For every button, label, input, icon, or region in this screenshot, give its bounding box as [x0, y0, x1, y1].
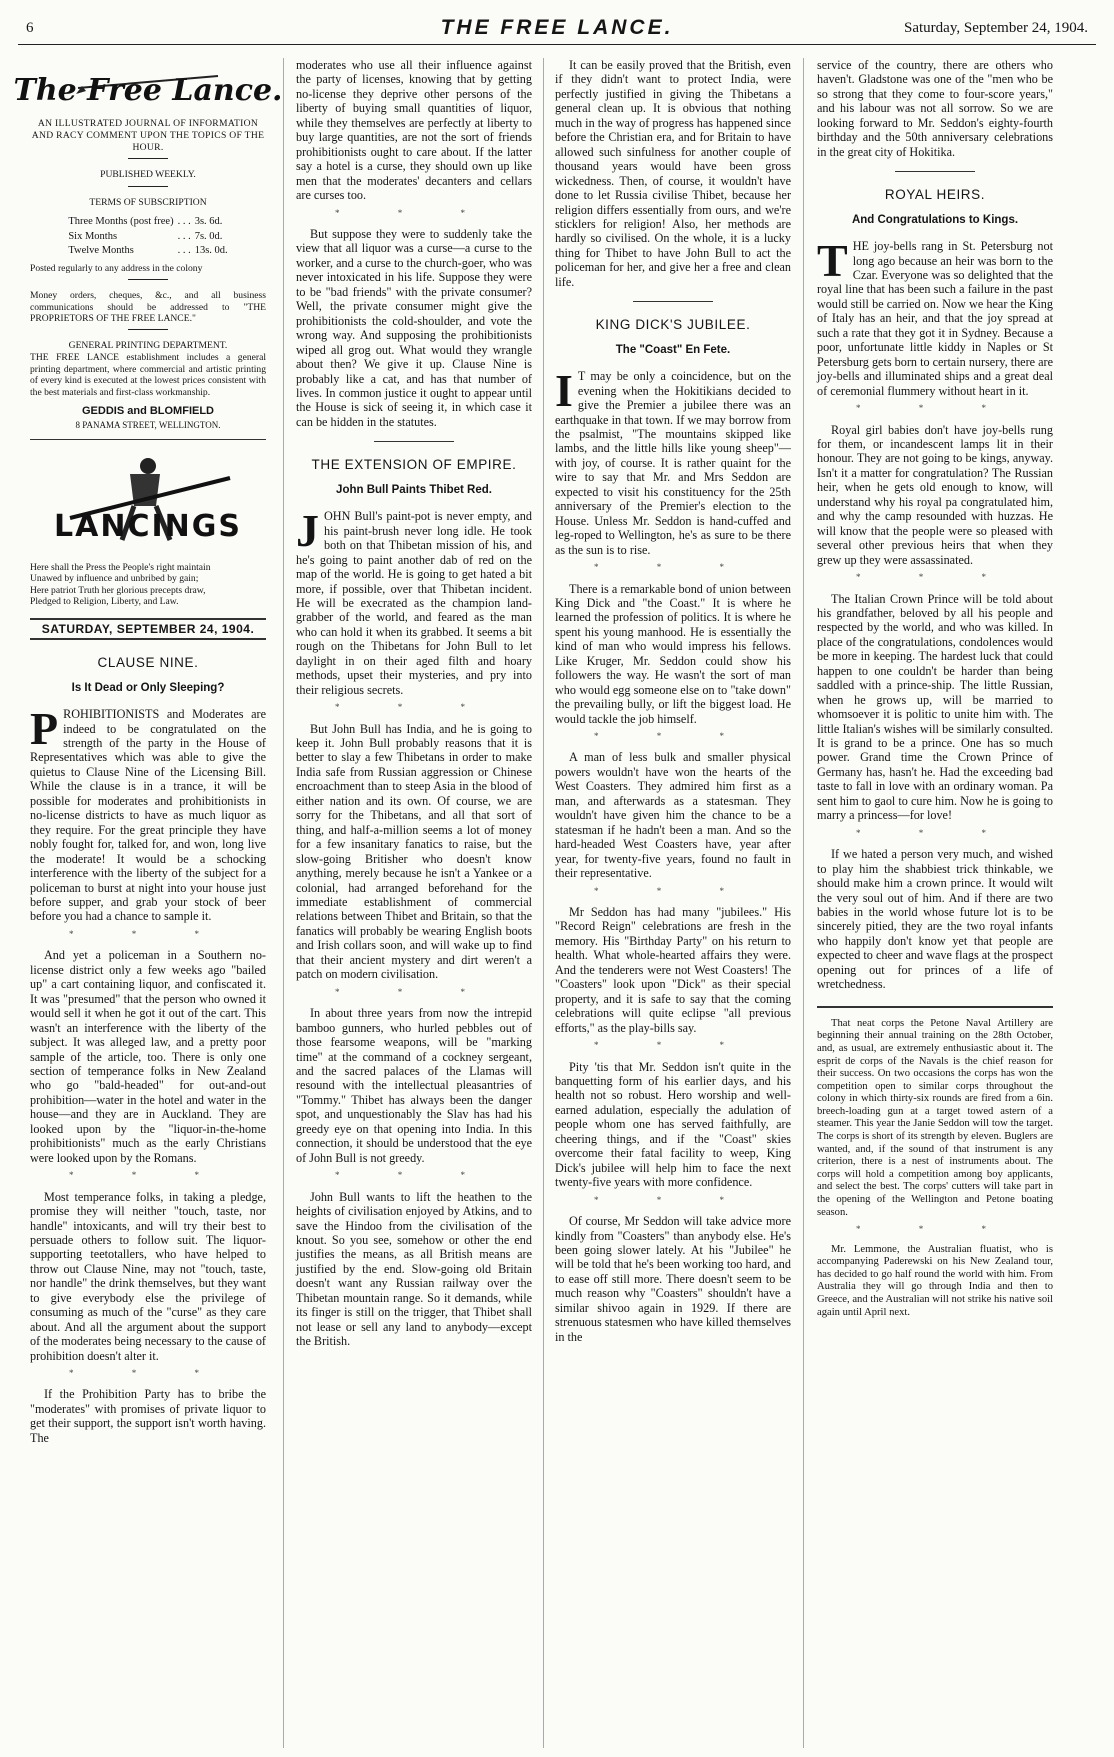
column-rule [803, 58, 804, 1748]
paragraph: PROHIBITIONISTS and Moderates are indeed to be congratulated on the strength of the party in the House of Representatives which was able to give the quietus to Clause Nine of the Licensing Bill. While the clause is in a trance, it will be possible for moderates and prohibitionists in no-license districts to have as much liquor as they require. For the great principle they have nobly fought for, talked for, and won, long live the moderate! It would be a schocking interference with the liberty of the subject for a policeman to burst at night into your house just before supper, and grab your stock of beer before you had a chance to sample it. [30, 703, 266, 924]
printing-text: THE FREE LANCE establishment includes a general printing department, where commercial and artistic printing of every kind is executed at the lowest prices consistent with the best materials and first-class workmanship. [30, 352, 266, 398]
column-1: The Free Lance. AN ILLUSTRATED JOURNAL OF INFORMATION AND RACY COMMENT UPON THE TOPICS OF THE HOUR. PUBLISHED WEEKLY. TERMS OF SUBSCRIPTION Three Months (post free) . . . 3s. 6d. Six Months . . . 7s. 0d. Twelve Months . . . 13s. 0d. Posted regularly to any address in the colony Money orders, cheques, &c., and all business communications should be addressed to "THE PROPRIETORS OF THE FREE LANCE." GENERAL PRINTING DEPARTMENT. THE FREE LANCE establishment includes a general printing department, where commercial and artistic printing of every kind is executed at the lowest prices consistent with the best materials and first-class workmanship. GEDDIS and BLOMFIELD 8 PANAMA STREET, WELLINGTON. LANCINGS Here shall the Press the People's right maintain Unawed by influence and unbribed by gain; Here patriot Truth her glorious precepts draw, Pledged to Religion, Liberty, and Law. SATURDAY, SEPTEMBER 24, 1904. CLAUSE NINE. Is It Dead or Only Sleeping? PROHIBITIONISTS and Moderates are indeed to be congratulated on the strength of the party in the House of Representatives which was able to give the quietus to Clause Nine of the Licensing Bill. While the clause is in a trance, it will be possible for moderates and prohibitionists in no-license districts to have as much liquor as they require. For the great principle they have nobly fought for, talked for, and won, long live the moderate! It would be a schocking interference with the liberty of the subject for a policeman to burst at night into your house just before supper, and grab your stock of beer before you had a chance to sample it. * * * And yet a policeman in a Southern no-license district only a few weeks ago "bailed up" a cart containing liquor, and confiscated it. It was "presumed" that the person who owned it would sell it when he got it out of the cart. This wasn't an interference with the liberty of the subject. It was alleged law, and a pretty poor sample of the article, too. There is only one section of temperance folks in New Zealand who go "bald-headed" for out-and-out prohibition—water in the hotel and water in the house—and they are in Auckland. They are looked upon by the "liquor-in-the-home prohibitionists" much as the early Christians were looked upon by the Romans. * * * Most temperance folks, in taking a pledge, promise they will neither "touch, taste, nor handle" intoxicants, and will try their best to persuade others to follow suit. The liquor-supporting teetotallers, who have helped to throw out Clause Nine, may not "touch, taste, nor handle" the drink themselves, but they want to give everybody else the privilege of consuming as much of the "curse" as they care about. And all the argument about the support of the moderates being necessary to the cause of prohibition doesn't alter it. * * * If the Prohibition Party has to bribe the "moderates" with promises of private liquor to get their support, the support isn't worth having. The [30, 58, 266, 1448]
issue-date: Saturday, September 24, 1904. [904, 20, 1088, 36]
paragraph: Pity 'tis that Mr. Seddon isn't quite in the banquetting form of his earlier days, and his health not so robust. Hero worship and well-earned adulation, especially the adulation of people whom one has served faithfully, are cheering things, and if the "Coast" skies overcome their fatal facility to weep, King Dick's jubilee will help him to face the next twenty-five years with more confidence. [555, 1059, 791, 1190]
paragraph: The Italian Crown Prince will be told about his grandfather, beloved by all his people and respected by the world, and who was killed. In place of the congratulations, condolences would be more in keeping. The hardest luck that could happen to one couldn't be harder than being saddled with a prince-ship. The little Russian, when he grows up, will be married to whomsoever it is politic to unite him with. The little Italian's wishes will be similarly consulted. It is grand to be a prince. One has so much power. Grand time the Crown Prince of Germany has, hasn't he. Had the exceeding bad taste to fall in love with an ordinary woman. Pa sent him to gaol to cure him. Now he is going to marry a princess—for love! [817, 591, 1053, 823]
newspaper-title: THE FREE LANCE. [440, 16, 674, 39]
paragraph: If the Prohibition Party has to bribe the "moderates" with promises of private liquor to get their support, the support isn't worth having. The [30, 1387, 266, 1445]
paragraph: Mr Seddon has had many "jubilees." His "Record Reign" celebrations are fresh in the memory. His "Birthday Party" on his return to health. What whole-hearted affairs they were. And the tenderers were not West Coasters! The "Coasters" look upon "Dick" as their special property, and it is safe to say that the coming celebrations will quite eclipse "all previous efforts," as the play-bills say. [555, 905, 791, 1035]
masthead [13, 58, 283, 640]
drop-cap: I [555, 365, 573, 417]
posted-note: Posted regularly to any address in the colony [30, 262, 203, 274]
address: 8 PANAMA STREET, WELLINGTON. [75, 419, 221, 430]
paragraph: service of the country, there are others who haven't. Gladstone was one of the "men who be so strong that they come to four-score years," and his labour was not all sorrow. So we are looking forward to Mr. Seddon's eighty-fourth birthday and the 50th anniversary celebrations in the great city of Hokitika. [817, 58, 1053, 159]
article-subtitle-jubilee: The "Coast" En Fete. [615, 343, 731, 356]
column-rule [283, 58, 284, 1748]
article-title-empire: THE EXTENSION OF EMPIRE. [311, 457, 517, 473]
column-rule [543, 58, 544, 1748]
page-header [18, 14, 1096, 45]
motto-verse: Here shall the Press the People's right maintain Unawed by influence and unbribed by gain; Here patriot Truth her glorious precepts draw, Pledged to Religion, Liberty, and Law. [30, 561, 211, 608]
free-lance-logo [13, 58, 283, 114]
paragraph: Most temperance folks, in taking a pledge, promise they will neither "touch, taste, nor handle" intoxicants, and will try their best to persuade others to follow suit. The liquor-supporting teetotallers, who have helped to throw out Clause Nine, may not "touch, taste, nor handle" the drink themselves, but they want to give everybody else the privilege of consuming as much of the "curse" as they care about. And all the argument about the support of the moderates being necessary to the cause of prohibition doesn't alter it. [30, 1189, 266, 1363]
subscription-table [66, 215, 229, 258]
lancings-title: LANCINGS [54, 509, 242, 545]
article-title-clause-nine: CLAUSE NINE. [97, 655, 199, 671]
article-title-jubilee: KING DICK'S JUBILEE. [595, 317, 751, 333]
published-weekly: PUBLISHED WEEKLY. [100, 169, 196, 180]
table-row: Twelve Months . . . 13s. 0d. [68, 245, 228, 257]
column-3: It can be easily proved that the British, even if they didn't want to protect India, were perfectly justified in giving the Thibetans a general clean up. It is obvious that nothing much in the way of progress has happened since before the Christian era, and for Britain to have allowed such sinfulness for another couple of thousand years would have been gross wickedness. Then, of course, it wouldn't have done to let Russia civilise Thibet, because her religion differs essentially from ours, and we're sticklers for religion! Also, her methods are hardly so civilised. On the whole, it is a lucky thing for Thibet to have John Bull to act the policeman for her, and give her a free and clean life. KING DICK'S JUBILEE. The "Coast" En Fete. I T may be only a coincidence, but on the evening when the Hokitikians decided to give the Premier a jubilee there was an earthquake in that town. If we may borrow from the psalmist, "The mountains skipped like lambs, and the little hills like young sheep"—with joy, of course. It is rather quaint for the wire to say that Mr. and Mrs Seddon are expected to visit his constituency for the 25th anniversary of the Premier's election to the House. Unless Mr. Seddon is hand-cuffed and leg-roped to Wellington, he's as sure to be there as the sun is to rise. * * * There is a remarkable bond of union between King Dick and "the Coast." It is where he learned the profession of politics. It is where he spent his young manhood. He is essentially the kind of man who would impress his fellows. Like Kruger, Mr. Seddon could show his followers the way. He wasn't the sort of man who would egg someone else on to "take down" the prevailing bully, or lift the biggest load. He would tackle the job himself. * * * A man of less bulk and smaller physical powers wouldn't have won the hearts of the West Coasters. They admired him first as a man, and afterwards as a statesman. They wouldn't have given him the chance to be a statesman if he hadn't been a man. And so the hard-headed West Coasters have, year after year, for twenty-five years, found no fault in their representative. * * * Mr Seddon has had many "jubilees." His "Record Reign" celebrations are fresh in the memory. His "Birthday Party" on his return to health. What whole-hearted affairs they were. And the tenderers were not West Coasters! The "Coasters" look upon "Dick" as their special property, and it is safe to say that the coming celebrations will quite eclipse "all previous efforts," as the play-bills say. * * * Pity 'tis that Mr. Seddon isn't quite in the banquetting form of his earlier days, and his health not so robust. Hero worship and well-earned adulation, especially the adulation of people whom one has served faithfully, are cheering things, and if the "Coast" skies overcome their fatal facility to weep, King Dick's jubilee will help him to face the next twenty-five years with more confidence. * * * Of course, Mr Seddon will take advice more kindly from "Coasters" than anybody else. He's been going slower lately. At his "Jubilee" he will be told that he's been working too hard, and to ease off still more. There doesn't seem to be much reason why "Coasters" shouldn't have a similar shivoo again in 1929. If there are strenuous statesmen who have killed themselves in the [555, 58, 791, 1344]
paragraph: JOHN Bull's paint-pot is never empty, and his paint-brush never long idle. He took both on that Thibetan mission of his, and he's going to paint another dab of red on the map of the world. He is going to get hated a bit more, if possible, over that Thibetan incident. He will be execrated as the champion land-grabber of the world, and feared as the man who can hold it when its grabbed. It seems a bit rough on the Thibetans for John Bull to let daylight in on their aged filth and hoary methods, upset their mysteries, and pry into their religious secrets. [296, 505, 532, 697]
logo-text: The Free Lance. [13, 73, 283, 108]
paragraph: THE joy-bells rang in St. Petersburg not long ago because an heir was born to the Czar. Everyone was so delighted that the royal line that has been such a failure in the past would still be carried on. Now we hear the King of Italy has an heir, and that the joy spread at such a rate that they got it in Sydney. Because a poor, unfortunate little kiddy in Naples or St Petersburg gets born to certain nursery, there are joy-bells and illuminated ships and a great deal of ceremonial flummery without heart in it. [817, 235, 1053, 398]
article-subtitle-empire: John Bull Paints Thibet Red. [336, 483, 492, 496]
paragraph: I T may be only a coincidence, but on the evening when the Hokitikians decided to give the Premier a jubilee there was an earthquake in that town. If we may borrow from the psalmist, "The mountains skipped like lambs, and the little hills like young sheep"—with joy, of course. It is rather quaint for the wire to say that Mr. and Mrs Seddon are expected to visit his constituency for the 25th anniversary of the Premier's election to the House. Unless Mr. Seddon is hand-cuffed and leg-roped to Wellington, he's as sure to be there as the sun is to rise. [555, 365, 791, 557]
paragraph: A man of less bulk and smaller physical powers wouldn't have won the hearts of the West Coasters. They admired him first as a man, and afterwards as a statesman. They wouldn't have given him the chance to be a statesman if he hadn't been a man. And so the hard-headed West Coasters have, year after year, for twenty-five years, found no fault in their representative. [555, 750, 791, 881]
lancings-banner [30, 448, 266, 558]
drop-cap: T [817, 235, 848, 287]
paragraph: Of course, Mr Seddon will take advice more kindly from "Coasters" than anybody else. He's been going slower lately. At his "Jubilee" he will be told that he's been working too hard, and to ease off still more. There doesn't seem to be much reason why "Coasters" shouldn't have a similar shivoo again in 1929. If there are strenuous statesmen who have killed themselves in the [555, 1214, 791, 1344]
paragraph: That neat corps the Petone Naval Artillery are beginning their annual training on the 28th October, and, as usual, are extremely enthusiastic about it. The esprit de corps of the Navals is the chief reason for their success. On two occasions the corps has won the competition open to similar corps throughout the colony in which thirty-six rounds are fired from a 6in. breech-loading gun at a target towed astern of a steamer. This year the Janie Seddon will tow the target. The corps is short of its strength by eleven. Buglers are wanted, and, if the sound of that instrument is any criterion, there is a nest of instruments about. The corps will hold a competition among boy applicants, and select the best. The corps' cutters will take part in the opening of the Wellington and Petone boating season. [817, 1017, 1053, 1218]
money-orders-note: Money orders, cheques, &c., and all business communications should be addressed to "THE PROPRIETORS OF THE FREE LANCE." [30, 290, 266, 325]
article-subtitle-royal: And Congratulations to Kings. [851, 213, 1019, 226]
paragraph: Mr. Lemmone, the Australian fluatist, who is accompanying Paderewski on his New Zealand tour, has decided to go half round the world with him. From Australia they will go through India and then to Greece, and the Australian will not strike his native soil again until April next. [817, 1243, 1053, 1318]
terms-heading: TERMS OF SUBSCRIPTION [89, 196, 207, 208]
paragraph: But suppose they were to suddenly take the view that all liquor was a curse—a curse to the worker, and a curse to the church-goer, who was never intoxicated in his life. Suppose they were to be "bad friends" with the private consumer? Well, the private consumer might give the prohibitionists the cold-shoulder, and vote the wrong way. And supposing the prohibitionists wiped all grog out. What would they wrangle about then? We give it up. Clause Nine is probably like a cat, and has that number of lives. In common justice it ought to appear until the House is sick of seeing it, in which case it can be hidden in the statutes. [296, 226, 532, 429]
paragraph: John Bull wants to lift the heathen to the heights of civilisation enjoyed by Atkins, and to save the Hindoo from the civilisation of the knout. So you see, somehow or other the end justifies the means, as all British means are justified by the end. Slow-going old Britain doesn't want any Russian railway over the Thibetan mountain range. So it demands, while its finger is still on the trigger, that Thibet shall not lease or sell any land to anybody—except the British. [296, 1189, 532, 1349]
paragraph: It can be easily proved that the British, even if they didn't want to protect India, were perfectly justified in giving the Thibetans a general clean up. It is obvious that nothing much in the way of progress has happened since before the Christian era, and for Britain to have allowed such sinfulness for another couple of thousand years would have been gross wickedness. Then, of course, it wouldn't have done to let Russia civilise Thibet, because her religion differs essentially from ours, and we're sticklers for religion! Also, her methods are hardly so civilised. On the whole, it is a lucky thing for Thibet to have John Bull to act the policeman for her, and give her a free and clean life. [555, 58, 791, 289]
paragraph: There is a remarkable bond of union between King Dick and "the Coast." It is where he learned the profession of politics. It is where he spent his young manhood. He is essentially the kind of man who would impress his fellows. Like Kruger, Mr. Seddon could show his followers the way. He wasn't the sort of man who would egg someone else on to "take down" the prevailing bully, or lift the biggest load. He would tackle the job himself. [555, 581, 791, 726]
paragraph: If we hated a person very much, and wished to play him the shabbiest trick thinkable, we should make him a crown prince. It would wilt the very soul out of him. And if there are two babies in the world whose future lot is to be sincerely pitied, they are the two royal infants who happily don't know yet that people are expected to cheer and wave flags at the prospect opening out for princes of a life of wretchedness. [817, 847, 1053, 992]
column-2: moderates who use all their influence against the party of licenses, knowing that by getting no-license they deprive other persons of the liberty of buying small quantities of liquor, while they themselves are perfectly at liberty to buy large quantities, are not the sort of friends prohibitionists ought to care about. If the latter say a hotel is a curse, they should own up like men that the moderates' decanters and cellars are curses too. * * * But suppose they were to suddenly take the view that all liquor was a curse—a curse to the worker, and a curse to the church-goer, who was never intoxicated in his life. Suppose they were to be "bad friends" with the private consumer? Well, the private consumer might give the prohibitionists the cold-shoulder, and vote the wrong way. And supposing the prohibitionists wiped all grog out. What would they wrangle about then? We give it up. Clause Nine is probably like a cat, and has that number of lives. In common justice it ought to appear until the House is sick of seeing it, in which case it can be hidden in the statutes. THE EXTENSION OF EMPIRE. John Bull Paints Thibet Red. JOHN Bull's paint-pot is never empty, and his paint-brush never long idle. He took both on that Thibetan mission of his, and he's going to paint another dab of red on the map of the world. He is going to get hated a bit more, if possible, over that Thibetan incident. He will be execrated as the champion land-grabber of the world, and feared as the man who can hold it when its grabbed. It seems a bit rough on the Thibetans for John Bull to let daylight in on their aged filth and hoary methods, upset their mysteries, and pry into their religious secrets. * * * But John Bull has India, and he is going to keep it. John Bull probably reasons that it is better to slay a few Thibetans in order to make India safe from Russian aggression or Chinese encroachment than to steep Asia in the blood of either nation and its own. Of course, we are sorry for the Thibetans, and all that sort of thing, and half-a-million seems a lot of money for a few insanitary fanatics to raise, but the slow-going Britisher who doesn't know anything, merely because he isn't a Yankee or a colonial, had arranged beforehand for the immediate establishment of commercial relations between Thibet and Britain, so that the fanatics will probably be wearing English boots and Irish collars soon, and will wake up to find that their ancient mystery and dirt weren't a patch on modern civilisation. * * * In about three years from now the intrepid bamboo gunners, who hurled pebbles out of those fearsome weapons, will be "marking time" at the command of a cockney sergeant, and the sacred palaces of the Llamas will resound with the intellectual pleasantries of "Tommy." Thibet has always been the danger spot, and unquestionably the Slav has had his greedy eye on that opening into India. In this connection, it should be understood that the eye of John Bull is not greedy. * * * John Bull wants to lift the heathen to the heights of civilisation enjoyed by Atkins, and to save the Hindoo from the civilisation of the knout. So you see, somehow or other the end justifies the means, as all British means are justified by the end. Slow-going old Britain doesn't want any Russian railway over the Thibetan mountain range. So it demands, while its finger is still on the trigger, that Thibet shall not lease or sell any land to anybody—except the British. [296, 58, 532, 1349]
page-number: 6 [26, 20, 34, 36]
paragraph: In about three years from now the intrepid bamboo gunners, who hurled pebbles out of those fearsome weapons, will be "marking time" at the command of a cockney sergeant, and the sacred palaces of the Llamas will resound with the intellectual pleasantries of "Tommy." Thibet has always been the danger spot, and unquestionably the Slav has had his greedy eye on that opening into India. In this connection, it should be understood that the eye of John Bull is not greedy. [296, 1006, 532, 1165]
tagline: AN ILLUSTRATED JOURNAL OF INFORMATION AND RACY COMMENT UPON THE TOPICS OF THE HOUR. [31, 118, 265, 153]
table-row: Three Months (post free) . . . 3s. 6d. [68, 216, 223, 228]
article-title-royal: ROYAL HEIRS. [884, 187, 986, 203]
paragraph: And yet a policeman in a Southern no-license district only a few weeks ago "bailed up" a cart containing liquor, and confiscated it. It was "presumed" that the person who owned it would sell it when he got it out of the cart. This wasn't an interference with the liberty of the subject. It was alleged law, and a pretty poor sample of the article, too. There is only one section of temperance folks in New Zealand who go "bald-headed" for out-and-out prohibition—water in the hotel and water in the house—and they are in Auckland. They are looked upon by the "liquor-in-the-home prohibitionists" much as the early Christians were looked upon by the Romans. [30, 948, 266, 1165]
paragraph: But John Bull has India, and he is going to keep it. John Bull probably reasons that it is better to slay a few Thibetans in order to make India safe from Russian aggression or Chinese encroachment than to steep Asia in the blood of either nation and its own. Of course, we are sorry for the Thibetans, and all that sort of thing, and half-a-million seems a lot of money for a few insanitary fanatics to raise, but the slow-going Britisher who doesn't know anything, merely because he isn't a Yankee or a colonial, had arranged beforehand for the immediate establishment of commercial relations between Thibet and Britain, so that the fanatics will probably be wearing English boots and Irish collars soon, and will wake up to find that their ancient mystery and dirt weren't a patch on modern civilisation. [296, 721, 532, 982]
column-4: service of the country, there are others who haven't. Gladstone was one of the "men who be so strong that they come to four-score years," and his labour was not all sorrow. So we are looking forward to Mr. Seddon's eighty-fourth birthday and the 50th anniversary celebrations in the great city of Hokitika. ROYAL HEIRS. And Congratulations to Kings. THE joy-bells rang in St. Petersburg not long ago because an heir was born to the Czar. Everyone was so delighted that the royal line that has been such a failure in the past would still be carried on. Now we hear the King of Italy has an heir, and that the joy spread at such a rate that they got it in Sydney. Because a poor, unfortunate little kiddy in Naples or St Petersburg gets born to certain nursery, there are joy-bells and illuminated ships and a great deal of ceremonial flummery without heart in it. * * * Royal girl babies don't have joy-bells rung for them, or incandescent lamps lit in their honour. They are not going to be kings, anyway. Isn't it a matter for congratulation? The Russian heir, when he gets old enough to know, will understand why his royal pa congratulated him, and why the camp resounded with huzzas. He will know that the people were so pleased with several other previous heirs that when they grew up they were assassinated. * * * The Italian Crown Prince will be told about his grandfather, beloved by all his people and respected by the world, and who was killed. In place of the congratulations, condolences would be more in keeping. The hardest luck that could happen to one couldn't be harder than being saddled with a prince-ship. The little Russian, when he grows up, will be married to whomsoever it is politic to unite him with. The little Italian's wishes will be similarly consulted. It is grand to be a prince. One has so much power. Grand time the Crown Prince of Germany has, hasn't he. Had the exceeding bad taste to fall in love with an ordinary woman. Pa sent him to gaol to cure him. Now he is going to marry a princess—for love! * * * If we hated a person very much, and wished to play him the shabbiest trick thinkable, we should make him a crown prince. It would wilt the very soul out of him. And if there are two babies in the world whose future lot is to be sincerely pitied, they are the two royal infants who happily don't know yet that people are expected to cheer and wave flags at the prospect opening out for princes of a life of wretchedness. That neat corps the Petone Naval Artillery are beginning their annual training on the 28th October, and, as usual, are extremely enthusiastic about it. The esprit de corps of the Navals is the chief reason for their success. On two occasions the corps has won the competition open to similar corps throughout the colony in which thirty-six rounds are fired from a 6in. breech-loading gun at a target towed astern of a steamer. This year the Janie Seddon will tow the target. The corps is short of its strength by eleven. Buglers are wanted, and, if the sound of that instrument is any criterion, there is a nest of instruments about. The corps will hold a competition among boy applicants, and select the best. The corps' cutters will take part in the opening of the Wellington and Petone boating season. * * * Mr. Lemmone, the Australian fluatist, who is accompanying Paderewski on his New Zealand tour, has decided to go half round the world with him. From Australia they will go through India and then to Greece, and the Australian will not strike his native soil again until April next. [817, 58, 1053, 1318]
table-row: Six Months . . . 7s. 0d. [68, 230, 223, 242]
drop-cap: P [30, 703, 59, 755]
article-subtitle-clause-nine: Is It Dead or Only Sleeping? [71, 681, 225, 694]
publisher: GEDDIS and BLOMFIELD [82, 405, 214, 418]
drop-cap: J [296, 505, 319, 557]
printing-heading: GENERAL PRINTING DEPARTMENT. [68, 339, 228, 351]
paragraph: Royal girl babies don't have joy-bells rung for them, or incandescent lamps lit in their honour. They are not going to be kings, anyway. Isn't it a matter for congratulation? The Russian heir, when he gets old enough to know, will understand why his royal pa congratulated him, and why the camp resounded with huzzas. He will know that the people were so pleased with several other previous heirs that when they grew up they were assassinated. [817, 422, 1053, 567]
paragraph: moderates who use all their influence against the party of licenses, knowing that by getting no-license they deprive other persons of the liberty of buying small quantities of liquor, while they themselves are perfectly at liberty to buy large quantities, are not the sort of friends prohibitionists ought to care about. If the latter say a hotel is a curse, they should own up like men that the moderates' decanters and cellars are curses too. [296, 58, 532, 203]
issue-date-line: SATURDAY, SEPTEMBER 24, 1904. [41, 621, 255, 636]
